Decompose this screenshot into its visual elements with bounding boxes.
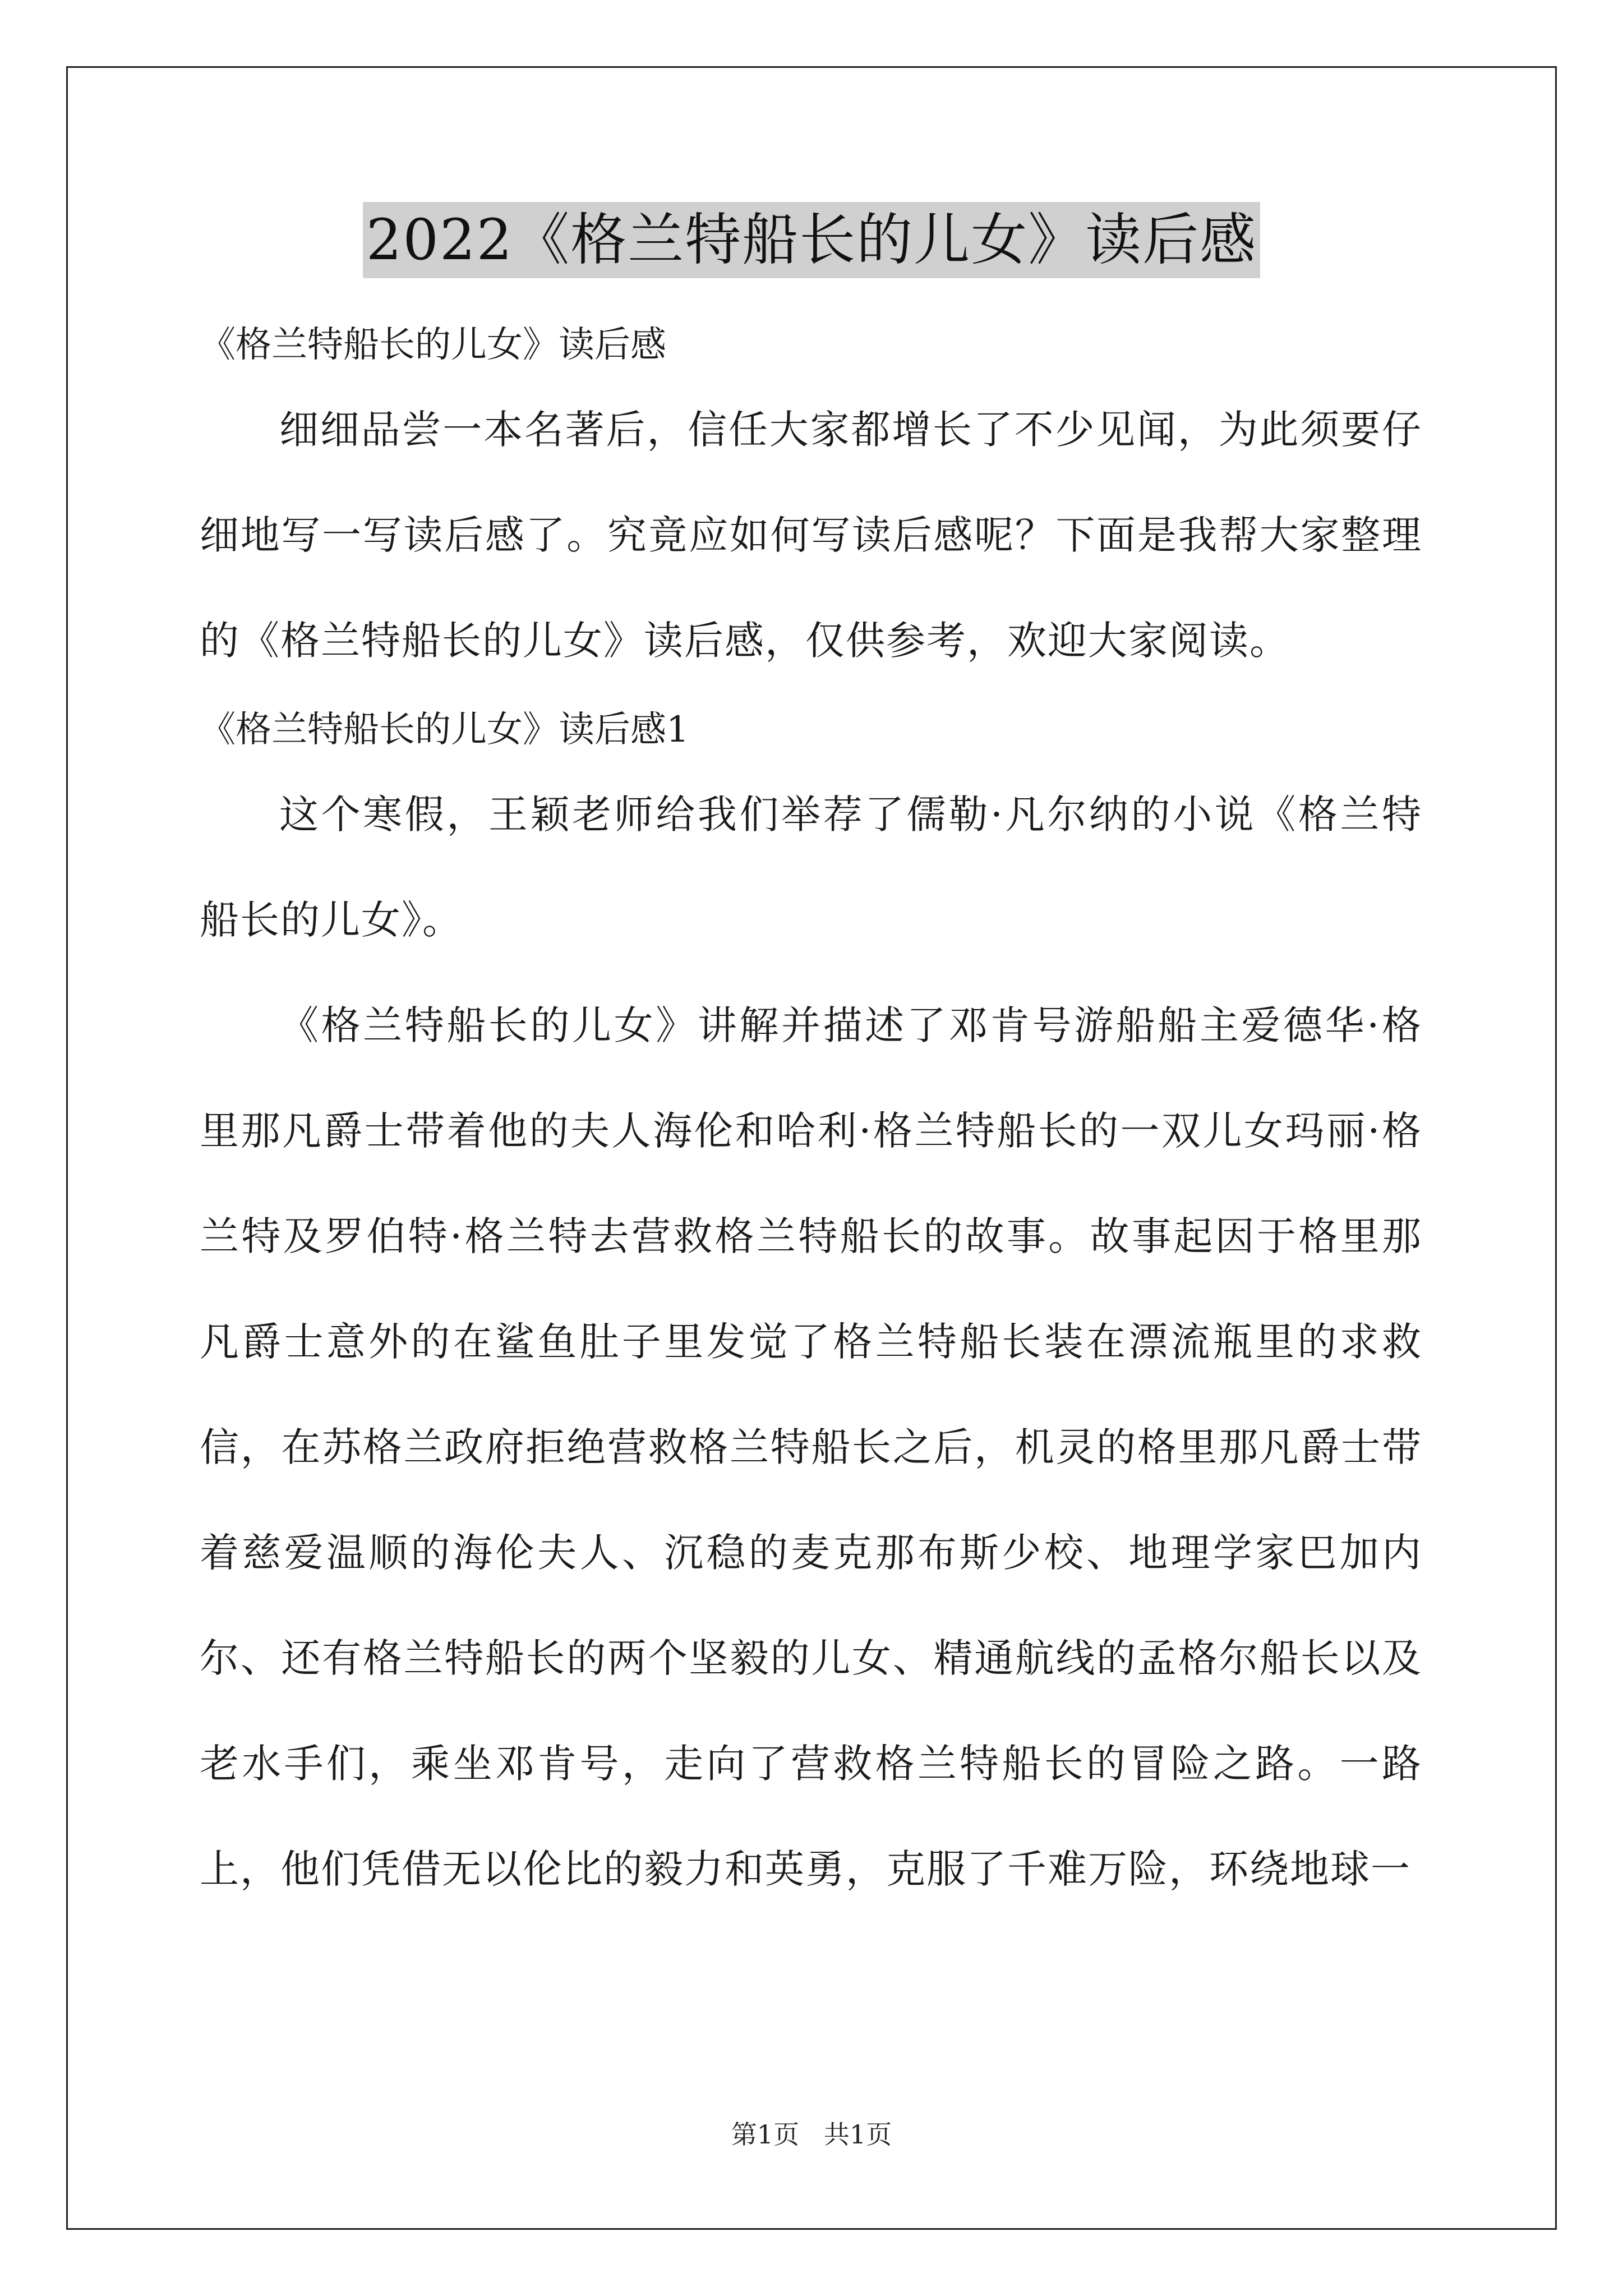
page-footer: 第1页 共1页 <box>731 2119 892 2150</box>
section1-paragraph-1: 这个寒假，王颖老师给我们举荐了儒勒·凡尔纳的小说《格兰特船长的儿女》。 <box>200 792 1422 943</box>
document-title: 2022《格兰特船长的儿女》读后感 <box>363 202 1261 278</box>
section1-paragraph-2: 《格兰特船长的儿女》讲解并描述了邓肯号游船船主爱德华·格里那凡爵士带着他的夫人海伦和哈利·格兰特船长的一双儿女玛丽·格兰特及罗伯特·格兰特去营救格兰特船长的故事。故事起因于格里那凡爵士意外的在鲨鱼肚子里发觉了格兰特船长装在漂流瓶里的求救信，在苏格兰政府拒绝营救格兰特船长之后，机灵的格里那凡爵士带着慈爱温顺的海伦夫人、沉稳的麦克那布斯少校、地理学家巴加内尔、还有格兰特船长的两个坚毅的儿女、精通航线的孟格尔船长以及老水手们，乘坐邓肯号，走向了营救格兰特船长的冒险之路。一路上，他们凭借无以伦比的毅力和英勇，克服了千难万险，环绕地球一 <box>200 1002 1422 1892</box>
document-body <box>200 309 1422 1922</box>
section1-heading: 《格兰特船长的儿女》读后感1 <box>200 709 689 751</box>
intro-paragraph: 细细品尝一本名著后，信任大家都增长了不少见闻，为此须要仔细地写一写读后感了。究竟应如何写读后感呢？下面是我帮大家整理的《格兰特船长的儿女》读后感，仅供参考，欢迎大家阅读。 <box>200 407 1422 664</box>
title-container <box>0 202 1623 278</box>
main-heading: 《格兰特船长的儿女》读后感 <box>200 324 666 366</box>
